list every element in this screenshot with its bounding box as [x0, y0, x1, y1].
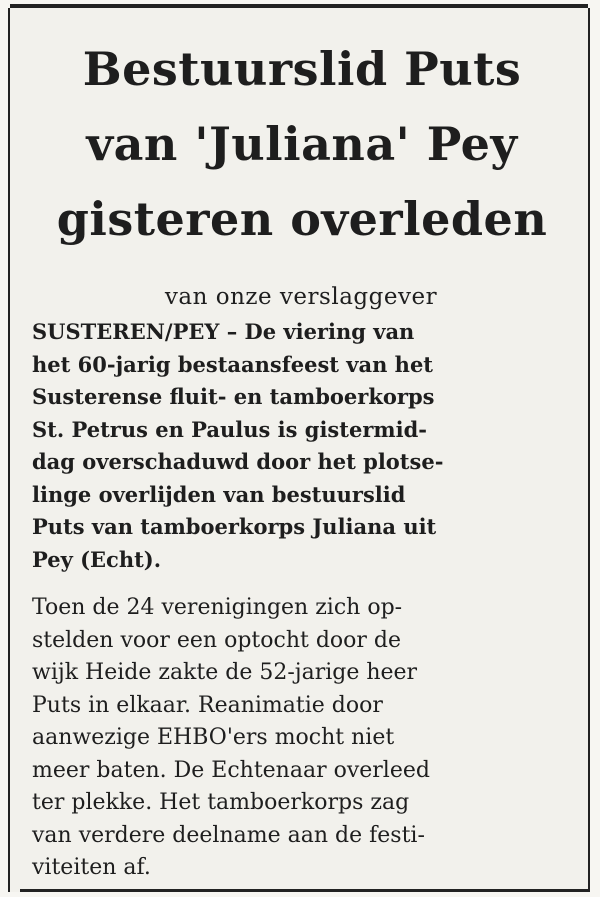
- lead-paragraph: [32, 316, 580, 576]
- bottom-rule: [20, 889, 588, 892]
- body-line: viteiten af.: [32, 855, 151, 880]
- byline: van onze verslaggever: [164, 284, 438, 310]
- body-line: van verdere deelname aan de festi-: [32, 822, 425, 848]
- lead-line: dag overschaduwd door het plotse-: [32, 449, 444, 474]
- body-line: Toen de 24 verenigingen zich op-: [32, 595, 403, 620]
- body-line: Puts in elkaar. Reanimatie door: [32, 692, 383, 718]
- headline: [24, 32, 580, 257]
- body-paragraph: [32, 592, 580, 885]
- lead-line: Susterense fluit- en tamboerkorps: [32, 384, 435, 409]
- lead-line: Pey (Echt).: [32, 546, 162, 572]
- body-line: aanwezige EHBO'ers mocht niet: [32, 725, 395, 750]
- lead-line: het 60-jarig bestaansfeest van het: [32, 351, 433, 377]
- body-line: stelden voor een optocht door de: [32, 627, 402, 653]
- lead-line: linge overlijden van bestuurslid: [32, 481, 406, 507]
- headline-line-3: gisteren overleden: [56, 192, 548, 246]
- lead-line: St. Petrus en Paulus is gistermid-: [32, 416, 427, 442]
- body-line: meer baten. De Echtenaar overleed: [32, 757, 430, 783]
- headline-line-1: Bestuurslid Puts: [82, 42, 522, 96]
- headline-line-2: van 'Juliana' Pey: [86, 117, 518, 171]
- body-line: wijk Heide zakte de 52-jarige heer: [32, 660, 418, 685]
- top-rule: [10, 4, 588, 8]
- newspaper-clipping: [8, 8, 590, 892]
- lead-line: SUSTEREN/PEY – De viering van: [32, 319, 415, 344]
- lead-line: Puts van tamboerkorps Juliana uit: [32, 514, 437, 539]
- body-line: ter plekke. Het tamboerkorps zag: [32, 790, 410, 815]
